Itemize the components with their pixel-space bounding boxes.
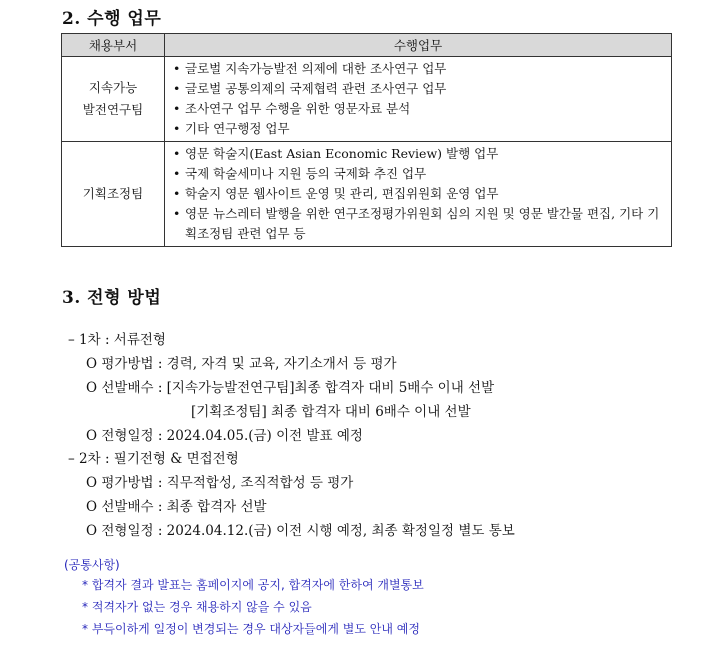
duty-table (61, 33, 672, 247)
table-row (62, 57, 672, 142)
stage-heading: – 1차 : 서류전형 (68, 332, 166, 348)
table-header-row (62, 34, 672, 57)
stage-detail: O 평가방법 : 경력, 자격 및 교육, 자기소개서 등 평가 (86, 356, 397, 372)
header-duties: 수행업무 (165, 34, 672, 57)
header-department: 채용부서 (62, 34, 165, 57)
department-name-line: 지속가능 (88, 80, 138, 95)
duties-cell (165, 57, 672, 142)
stage-detail: O 선발배수 : 최종 합격자 선발 (86, 499, 267, 515)
section-3-title: 3. 전형 방법 (62, 288, 162, 308)
duties-cell (165, 142, 672, 247)
duty-item: • 글로벌 지속가능발전 의제에 대한 조사연구 업무 (171, 59, 665, 79)
duty-item: • 국제 학술세미나 지원 등의 국제화 추진 업무 (171, 164, 665, 184)
duty-item: • 글로벌 공통의제의 국제협력 관련 조사연구 업무 (171, 79, 665, 99)
stage-detail: O 전형일정 : 2024.04.05.(금) 이전 발표 예정 (86, 428, 363, 444)
duty-item: • 조사연구 업무 수행을 위한 영문자료 분석 (171, 99, 665, 119)
department-cell (62, 57, 165, 142)
duty-item: • 영문 학술지(East Asian Economic Review) 발행 업무 (171, 144, 665, 164)
stage-detail: O 선발배수 : [지속가능발전연구팀]최종 합격자 대비 5배수 이내 선발 (86, 380, 495, 396)
duty-item: • 영문 뉴스레터 발행을 위한 연구조정평가위원회 심의 지원 및 영문 발간물 편집, 기타 기획조정팀 관련 업무 등 (171, 204, 665, 244)
note-item: * 적격자가 없는 경우 채용하지 않을 수 있음 (82, 600, 312, 614)
stage-detail: O 평가방법 : 직무적합성, 조직적합성 등 평가 (86, 475, 354, 491)
notes-title: (공통사항) (64, 558, 120, 572)
section-2-title: 2. 수행 업무 (62, 9, 162, 29)
department-name-line: 발전연구팀 (82, 102, 144, 117)
department-name-line: 기획조정팀 (82, 186, 144, 201)
stage-detail: O 전형일정 : 2024.04.12.(금) 이전 시행 예정, 최종 확정일정 별도 통보 (86, 523, 515, 539)
duty-item: • 기타 연구행정 업무 (171, 119, 665, 139)
stage-detail: [기획조정팀] 최종 합격자 대비 6배수 이내 선발 (191, 404, 471, 420)
table-row (62, 142, 672, 247)
department-cell (62, 142, 165, 247)
note-item: * 부득이하게 일정이 변경되는 경우 대상자들에게 별도 안내 예정 (82, 622, 420, 636)
stage-heading: – 2차 : 필기전형 & 면접전형 (68, 451, 239, 467)
duty-item: • 학술지 영문 웹사이트 운영 및 관리, 편집위원회 운영 업무 (171, 184, 665, 204)
note-item: * 합격자 결과 발표는 홈페이지에 공지, 합격자에 한하여 개별통보 (82, 578, 424, 592)
